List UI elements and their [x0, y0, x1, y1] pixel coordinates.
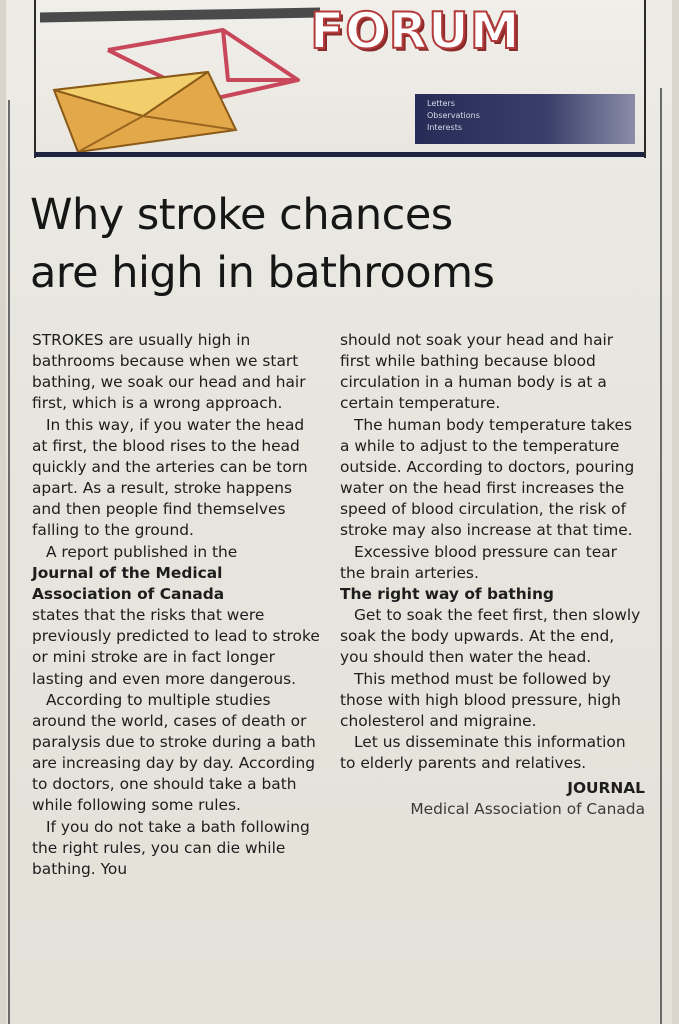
paragraph: In this way, if you water the head at first, the blood rises to the head quickly and the arteries can be torn apart. As a result, stroke happens and then people find themselves falling to the ground. — [32, 415, 308, 540]
paragraph: Get to soak the feet first, then slowly soak the body upwards. At the end, you should then water the head. — [340, 606, 641, 667]
paragraph: should not soak your head and hair first while bathing because blood circulation in a human body is at a certain temperature. — [340, 331, 614, 413]
banner-bottom-rule — [34, 152, 644, 157]
section-menu — [415, 94, 635, 144]
byline-org: JOURNAL — [567, 779, 645, 798]
paragraph: This method must be followed by those with high blood pressure, high cholesterol and migraine. — [340, 669, 621, 730]
paragraph: According to multiple studies around the world, cases of death or paralysis due to stroke during a bath are increasing day by day. According to doctors, one should take a bath while following some rules. — [32, 690, 316, 815]
article-column-right — [340, 330, 645, 821]
paragraph: The human body temperature takes a while to adjust to the temperature outside. According to doctors, pouring water on the head first increases the speed of blood circulation, the risk of stroke may also increase at that time. — [340, 415, 635, 540]
byline-source: Medical Association of Canada — [410, 800, 645, 819]
article-byline — [340, 778, 645, 820]
menu-item-letters: Letters — [427, 99, 455, 108]
headline-line-1: Why stroke chances — [30, 190, 453, 240]
journal-name: Journal of the Medical Association of Canada — [32, 563, 225, 603]
paragraph-lead: A report published in the — [46, 542, 238, 561]
paragraph: If you do not take a bath following the right rules, you can die while bathing. You — [32, 817, 310, 878]
section-subheading: The right way of bathing — [340, 584, 554, 603]
right-border-rule — [660, 88, 662, 1024]
paragraph-rest: states that the risks that were previously predicted to lead to stroke or mini stroke are in fact longer lasting and even more dangerous. — [32, 606, 320, 688]
masthead-title: FORUM — [310, 2, 521, 60]
envelope-icon — [48, 20, 318, 160]
paragraph: Excessive blood pressure can tear the brain arteries. — [340, 542, 617, 582]
article-column-left — [32, 330, 322, 880]
paragraph — [32, 542, 322, 690]
headline-line-2: are high in bathrooms — [30, 248, 495, 298]
menu-item-observations: Observations — [427, 111, 480, 120]
menu-item-interests: Interests — [427, 123, 462, 132]
paragraph: Let us disseminate this information to elderly parents and relatives. — [340, 732, 626, 773]
left-border-rule — [8, 100, 10, 1024]
article-headline — [30, 186, 650, 302]
paragraph: STROKES are usually high in bathrooms because when we start bathing, we soak our head and hair first, which is a wrong approach. — [32, 331, 306, 413]
